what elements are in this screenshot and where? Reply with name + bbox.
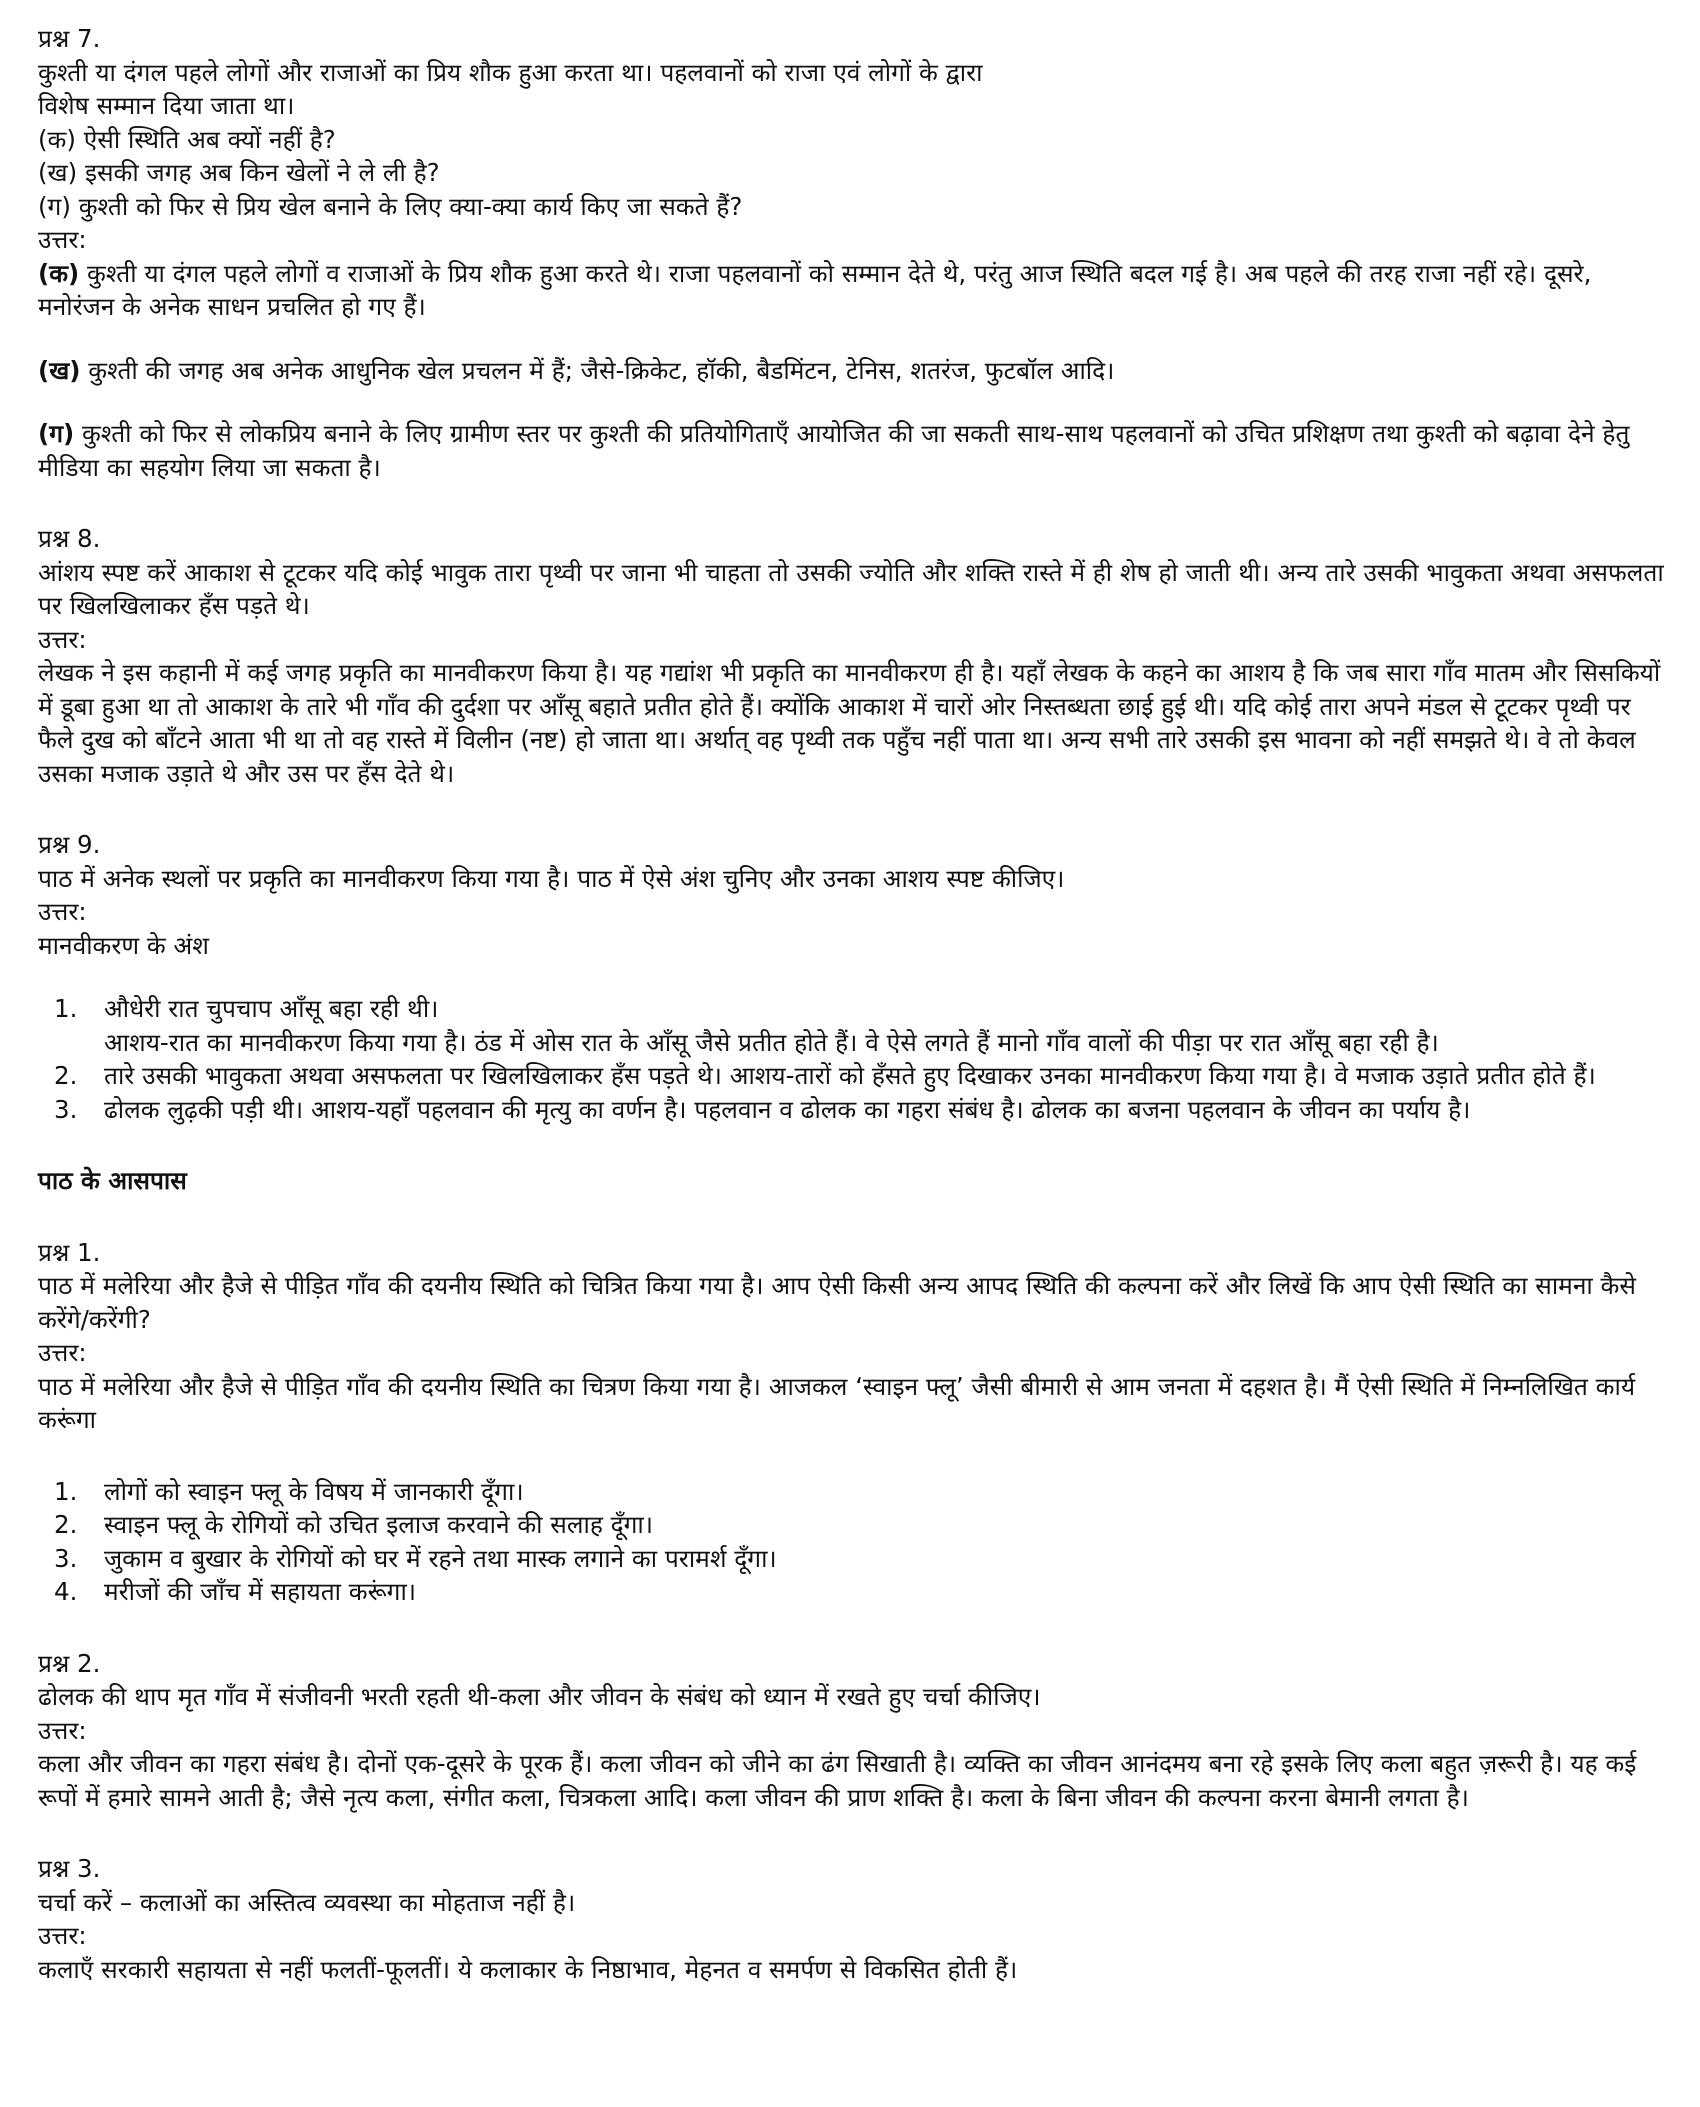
list-number: 3. <box>54 1094 78 1124</box>
list-item-text: जुकाम व बुखार के रोगियों को घर में रहने तथा मास्क लगाने का परामर्श दूँगा। <box>104 1543 777 1573</box>
list-item-text: तारे उसकी भावुकता अथवा असफलता पर खिलखिलाकर हँस पड़ते थे। आशय-तारों को हँसते हुए दिखाकर उनका मानवीकरण किया गया है। वे मजाक उड़ाते प्रतीत होते हैं। <box>104 1061 1596 1090</box>
list-item <box>38 992 1670 1059</box>
question-line: विशेष सम्मान दिया जाता था। <box>38 91 295 120</box>
question-7 <box>38 22 1670 484</box>
answer-text: पाठ में मलेरिया और हैजे से पीड़ित गाँव की दयनीय स्थिति का चित्रण किया गया है। आजकल ‘स्वाइन फ्लू’ जैसी बीमारी से आम जनता में दहशत है। मैं ऐसी स्थिति में निम्नलिखित कार्य करूंगा <box>38 1371 1636 1434</box>
list-number: 3. <box>54 1543 78 1573</box>
list-number: 2. <box>54 1510 78 1539</box>
list-number: 2. <box>54 1061 78 1090</box>
practice-question-2 <box>38 1647 1670 1815</box>
list-number: 4. <box>54 1577 78 1606</box>
answer-part-tag: (ख) <box>38 355 81 385</box>
answer-intro: मानवीकरण के अंश <box>38 930 209 960</box>
question-text: पाठ में मलेरिया और हैजे से पीड़ित गाँव की दयनीय स्थिति को चित्रित किया गया है। आप ऐसी किसी अन्य आपद स्थिति की कल्पना करें और लिखें कि आप ऐसी स्थिति का सामना कैसे करेंगे/करेंगी? <box>38 1271 1636 1334</box>
list-item-text: लोगों को स्वाइन फ्लू के विषय में जानकारी दूँगा। <box>104 1476 524 1506</box>
list-item-text: मरीजों की जाँच में सहायता करूंगा। <box>104 1577 417 1606</box>
question-text: चर्चा करें – कलाओं का अस्तित्व व्यवस्था का मोहताज नहीं है। <box>38 1887 576 1917</box>
practice-question-1 <box>38 1236 1670 1609</box>
question-8 <box>38 522 1670 790</box>
section-heading: पाठ के आसपास <box>38 1166 187 1195</box>
list-item <box>38 1475 1670 1509</box>
answer-text: कलाएँ सरकारी सहायता से नहीं फलतीं-फूलतीं। ये कलाकार के निष्ठाभाव, मेहनत व समर्पण से विकसित होती हैं। <box>38 1954 1018 1984</box>
answer-part-tag: (क) <box>38 258 80 288</box>
practice-question-3 <box>38 1852 1670 1986</box>
question-text: आंशय स्पष्ट करें आकाश से टूटकर यदि कोई भावुक तारा पृथ्वी पर जाना भी चाहता तो उसकी ज्योति और शक्ति रास्ते में ही शेष हो जाती थी। अन्य तारे उसकी भावुकता अथवा असफलता पर खिलखिलाकर हँस पड़ते थे। <box>38 557 1664 620</box>
answer-label: उत्तर: <box>38 1921 87 1950</box>
answer-part-text: कुश्ती या दंगल पहले लोगों व राजाओं के प्रिय शौक हुआ करते थे। राजा पहलवानों को सम्मान देते थे, परंतु आज स्थिति बदल गई है। अब पहले की तरह राजा नहीं रहे। दूसरे, मनोरंजन के अनेक साधन प्रचलित हो गए हैं। <box>38 258 1592 321</box>
question-line: कुश्ती या दंगल पहले लोगों और राजाओं का प्रिय शौक हुआ करता था। पहलवानों को राजा एवं लोगों के द्वारा <box>38 57 983 87</box>
numbered-list <box>38 992 1670 1126</box>
answer-part-tag: (ग) <box>38 419 75 448</box>
answer-part-kha <box>38 354 1670 388</box>
list-number: 1. <box>54 994 78 1023</box>
question-line: (ख) इसकी जगह अब किन खेलों ने ले ली है? <box>38 158 440 187</box>
question-label: प्रश्न 7. <box>38 24 101 53</box>
answer-label: उत्तर: <box>38 1715 87 1745</box>
question-9 <box>38 828 1670 1126</box>
question-line: (ग) कुश्ती को फिर से प्रिय खेल बनाने के लिए क्या-क्या कार्य किए जा सकते हैं? <box>38 191 743 221</box>
list-item-text: औधेरी रात चुपचाप आँसू बहा रही थी। <box>104 994 439 1023</box>
answer-text: कला और जीवन का गहरा संबंध है। दोनों एक-दूसरे के पूरक हैं। कला जीवन को जीने का ढंग सिखाती है। व्यक्ति का जीवन आनंदमय बना रहे इसके लिए कला बहुत ज़रूरी है। यह कई रूपों में हमारे सामने आती है; जैसे नृत्य कला, संगीत कला, चित्रकला आदि। कला जीवन की प्राण शक्ति है। कला के बिना जीवन की कल्पना करना बेमानी लगता है। <box>38 1749 1637 1812</box>
question-text: ढोलक की थाप मृत गाँव में संजीवनी भरती रहती थी-कला और जीवन के संबंध को ध्यान में रखते हुए चर्चा कीजिए। <box>38 1682 1041 1711</box>
question-label: प्रश्न 8. <box>38 524 101 553</box>
list-item <box>38 1508 1670 1542</box>
answer-label: उत्तर: <box>38 1338 87 1367</box>
answer-part-text: कुश्ती को फिर से लोकप्रिय बनाने के लिए ग्रामीण स्तर पर कुश्ती की प्रतियोगिताएँ आयोजित की जा सकती साथ-साथ पहलवानों को उचित प्रशिक्षण तथा कुश्ती को बढ़ावा देने हेतु मीडिया का सहयोग लिया जा सकता है। <box>38 419 1630 482</box>
question-label: प्रश्न 1. <box>38 1237 101 1267</box>
question-line: (क) ऐसी स्थिति अब क्यों नहीं है? <box>38 124 336 154</box>
list-item-text: ढोलक लुढ़की पड़ी थी। आशय-यहाँ पहलवान की मृत्यु का वर्णन है। पहलवान व ढोलक का गहरा संबंध है। ढोलक का बजना पहलवान के जीवन का पर्याय है। <box>104 1094 1471 1124</box>
list-item-text: आशय-रात का मानवीकरण किया गया है। ठंड में ओस रात के आँसू जैसे प्रतीत होते हैं। वे ऐसे लगते हैं मानो गाँव वालों की पीड़ा पर रात आँसू बहा रही है। <box>104 1027 1439 1057</box>
list-number: 1. <box>54 1476 78 1506</box>
list-item <box>38 1059 1670 1093</box>
question-label: प्रश्न 9. <box>38 830 101 859</box>
answer-label: उत्तर: <box>38 225 87 254</box>
answer-part-ga <box>38 417 1670 484</box>
list-item <box>38 1093 1670 1127</box>
answer-part-ka <box>38 257 1670 324</box>
list-item <box>38 1542 1670 1576</box>
answer-part-text: कुश्ती की जगह अब अनेक आधुनिक खेल प्रचलन में हैं; जैसे-क्रिकेट, हॉकी, बैडमिंटन, टेनिस, शतरंज, फुटबॉल आदि। <box>80 355 1115 385</box>
numbered-list <box>38 1475 1670 1609</box>
answer-text: लेखक ने इस कहानी में कई जगह प्रकृति का मानवीकरण किया है। यह गद्यांश भी प्रकृति का मानवीकरण ही है। यहाँ लेखक के कहने का आशय है कि जब सारा गाँव मातम और सिसकियों में डूबा हुआ था तो आकाश के तारे भी गाँव की दुर्दशा पर आँसू बहाते प्रतीत होते हैं। क्योंकि आकाश में चारों ओर निस्तब्धता छाई हुई थी। यदि कोई तारा अपने मंडल से टूटकर पृथ्वी पर फैले दुख को बाँटने आता भी था तो वह रास्ते में विलीन (नष्ट) हो जाता था। अर्थात् वह पृथ्वी तक पहुँच नहीं पाता था। अन्य सभी तारे उसकी इस भावना को नहीं समझते थे। वे तो केवल उसका मजाक उड़ाते थे और उस पर हँस देते थे। <box>38 658 1661 788</box>
question-label: प्रश्न 2. <box>38 1648 101 1678</box>
answer-label: उत्तर: <box>38 624 87 654</box>
list-item <box>38 1575 1670 1609</box>
answer-label: उत्तर: <box>38 897 87 926</box>
question-label: प्रश्न 3. <box>38 1854 101 1883</box>
list-item-text: स्वाइन फ्लू के रोगियों को उचित इलाज करवाने की सलाह दूँगा। <box>104 1510 654 1539</box>
question-text: पाठ में अनेक स्थलों पर प्रकृति का मानवीकरण किया गया है। पाठ में ऐसे अंश चुनिए और उनका आशय स्पष्ट कीजिए। <box>38 863 1065 893</box>
